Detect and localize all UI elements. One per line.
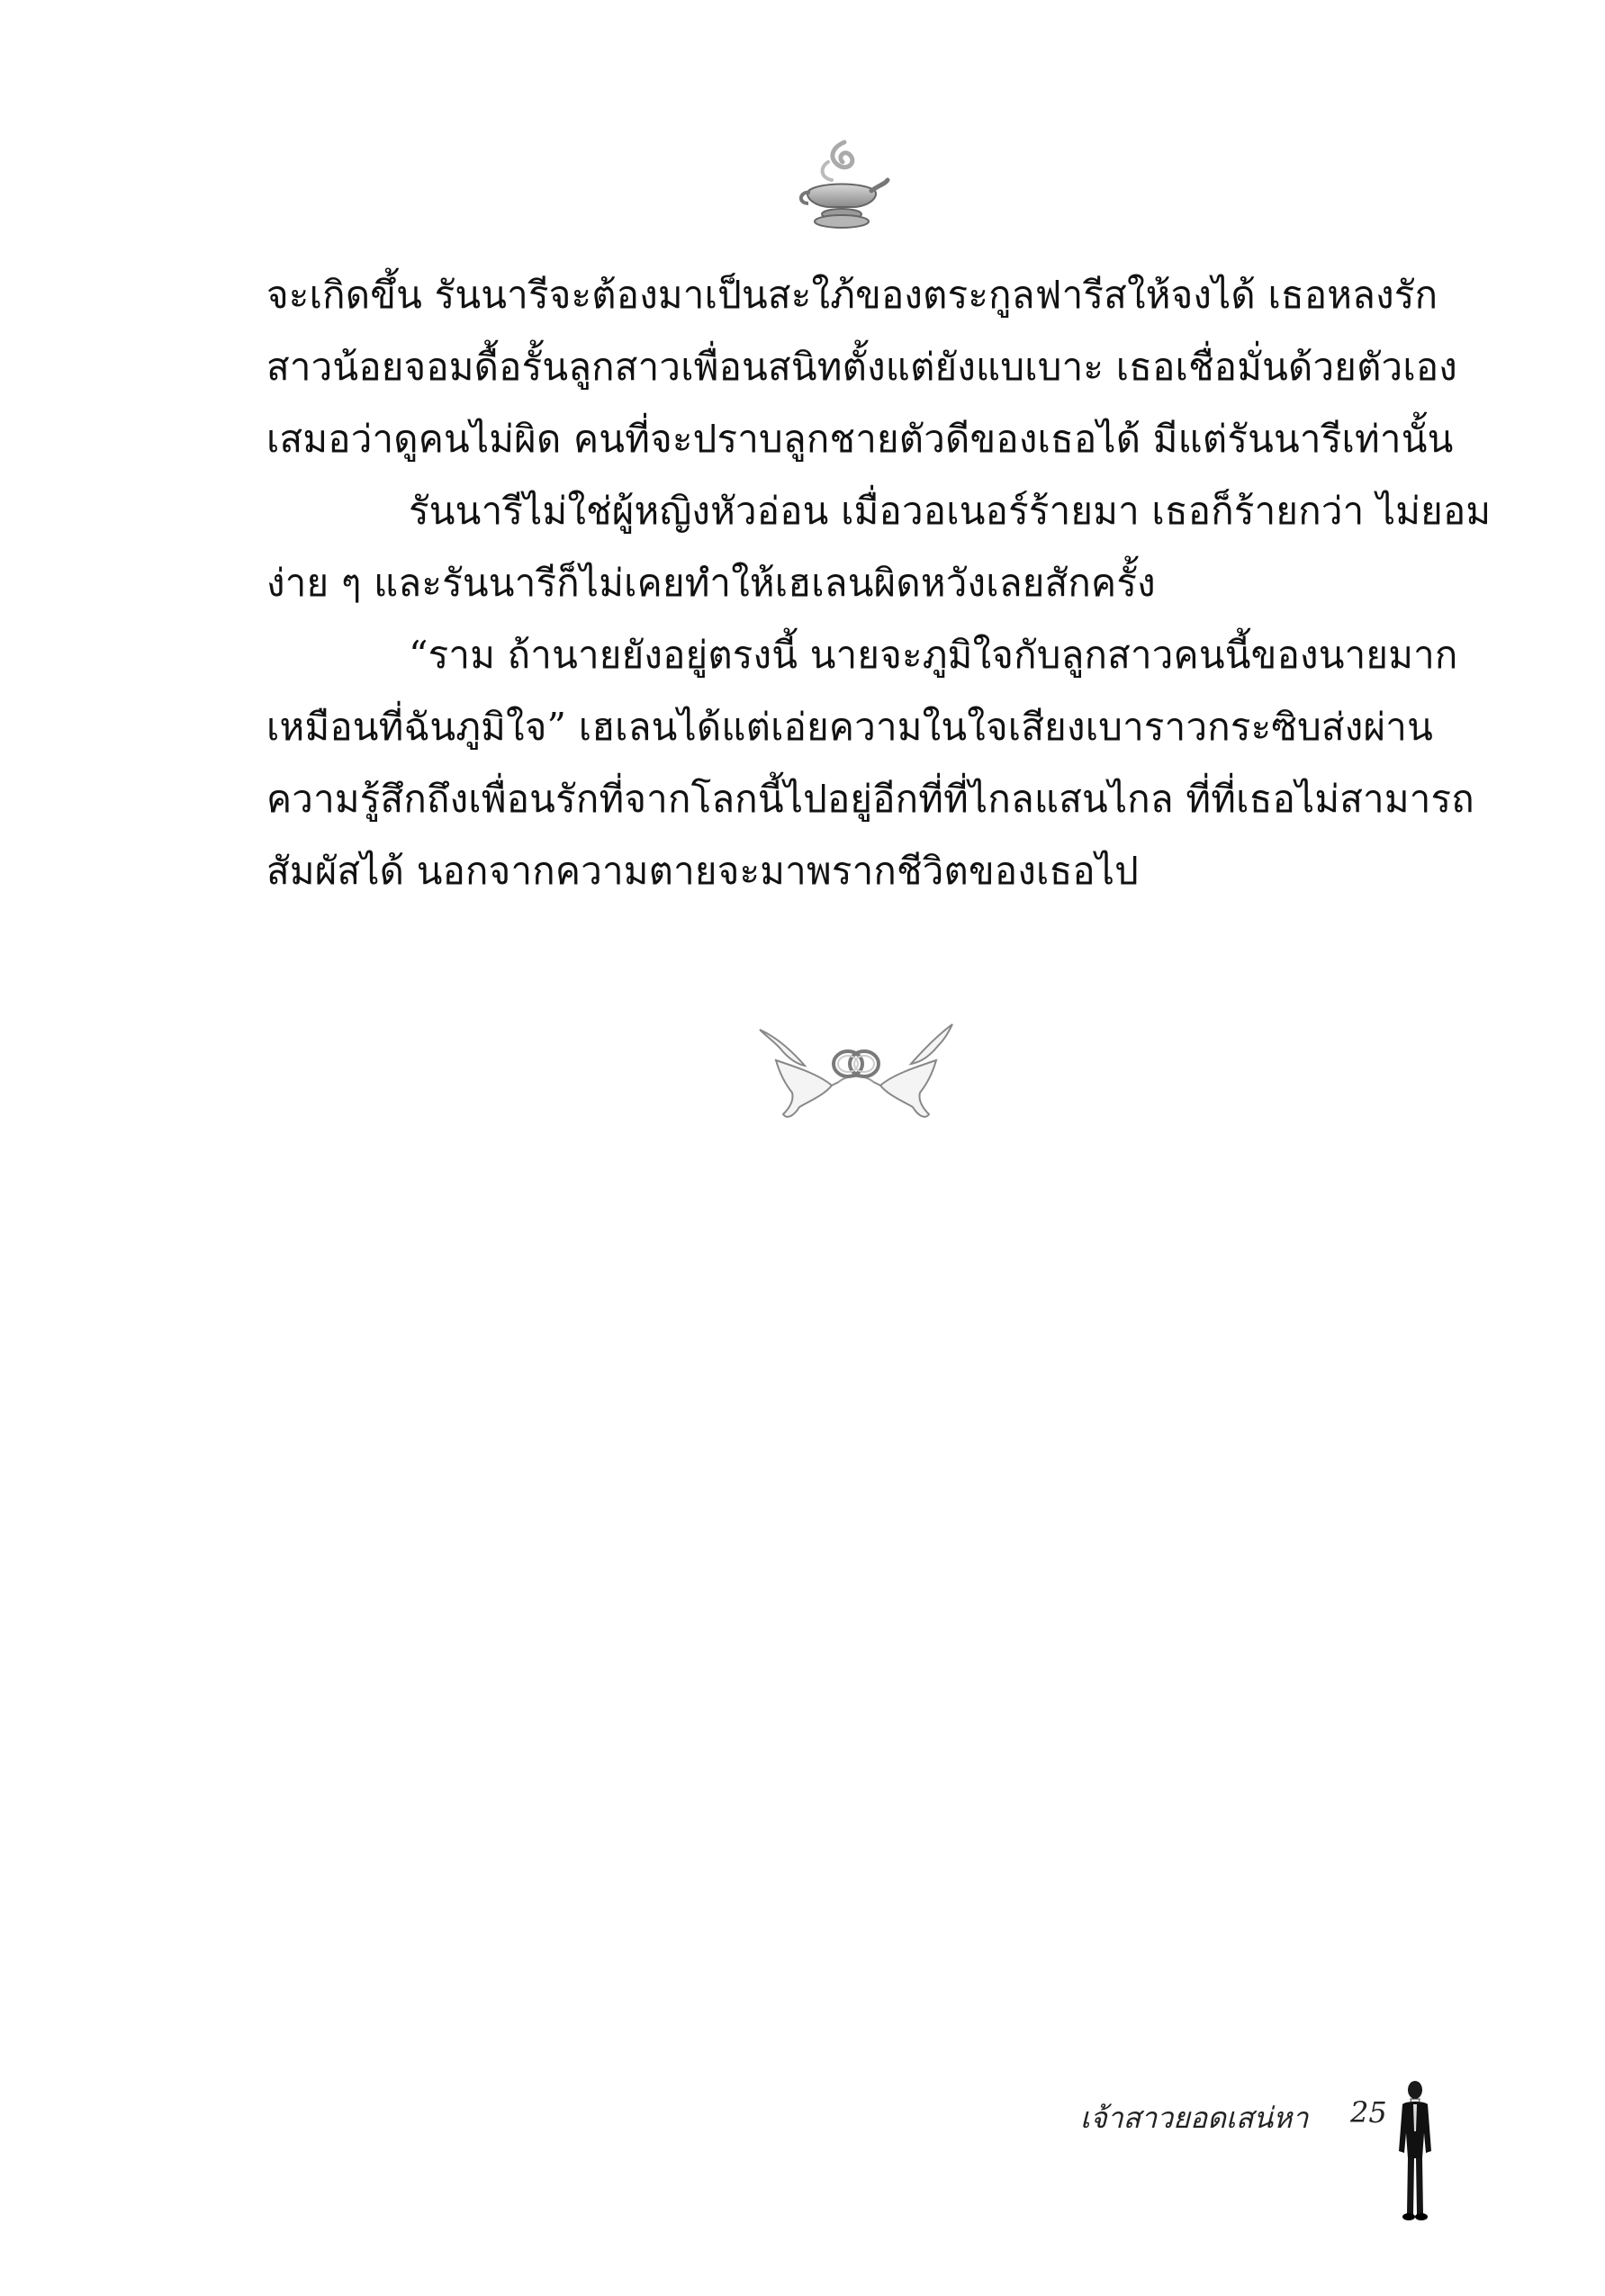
text-line: เสมอว่าดูคนไม่ผิด คนที่จะปราบลูกชายตัวดีของเธอได้ มีแต่รันนารีเท่านั้น	[266, 417, 1454, 461]
page-number: 25	[1350, 2095, 1387, 2129]
text-line: สัมผัสได้ นอกจากความตายจะมาพรากชีวิตของเธอไป	[266, 849, 1140, 893]
page-footer	[0, 2079, 1605, 2259]
text-line: ความรู้สึกถึงเพื่อนรักที่จากโลกนี้ไปอยู่อีกที่ที่ไกลแสนไกล ที่ที่เธอไม่สามารถ	[266, 777, 1474, 821]
book-title: เจ้าสาวยอดเสน่หา	[1080, 2101, 1309, 2135]
lamp-icon	[792, 135, 891, 234]
body-text	[266, 259, 1492, 907]
doves-rings-icon	[753, 1017, 960, 1123]
groom-figure-icon	[1392, 2079, 1438, 2223]
text-line: รันนารีไม่ใช่ผู้หญิงหัวอ่อน เมื่อวอเนอร์ร้ายมา เธอก็ร้ายกว่า ไม่ยอม	[409, 489, 1492, 533]
text-line: “ราม ถ้านายยังอยู่ตรงนี้ นายจะภูมิใจกับลูกสาวคนนี้ของนายมาก	[409, 633, 1458, 677]
text-line: ง่าย ๆ และรันนารีก็ไม่เคยทำให้เฮเลนผิดหวังเลยสักครั้ง	[266, 561, 1156, 605]
text-line: สาวน้อยจอมดื้อรั้นลูกสาวเพื่อนสนิทตั้งแต่ยังแบเบาะ เธอเชื่อมั่นด้วยตัวเอง	[266, 345, 1458, 389]
text-line: เหมือนที่ฉันภูมิใจ” เฮเลนได้แต่เอ่ยความในใจเสียงเบาราวกระซิบส่งผ่าน	[266, 705, 1433, 749]
text-line: จะเกิดขึ้น รันนารีจะต้องมาเป็นสะใภ้ของตระกูลฟารีสให้จงได้ เธอหลงรัก	[266, 273, 1438, 317]
